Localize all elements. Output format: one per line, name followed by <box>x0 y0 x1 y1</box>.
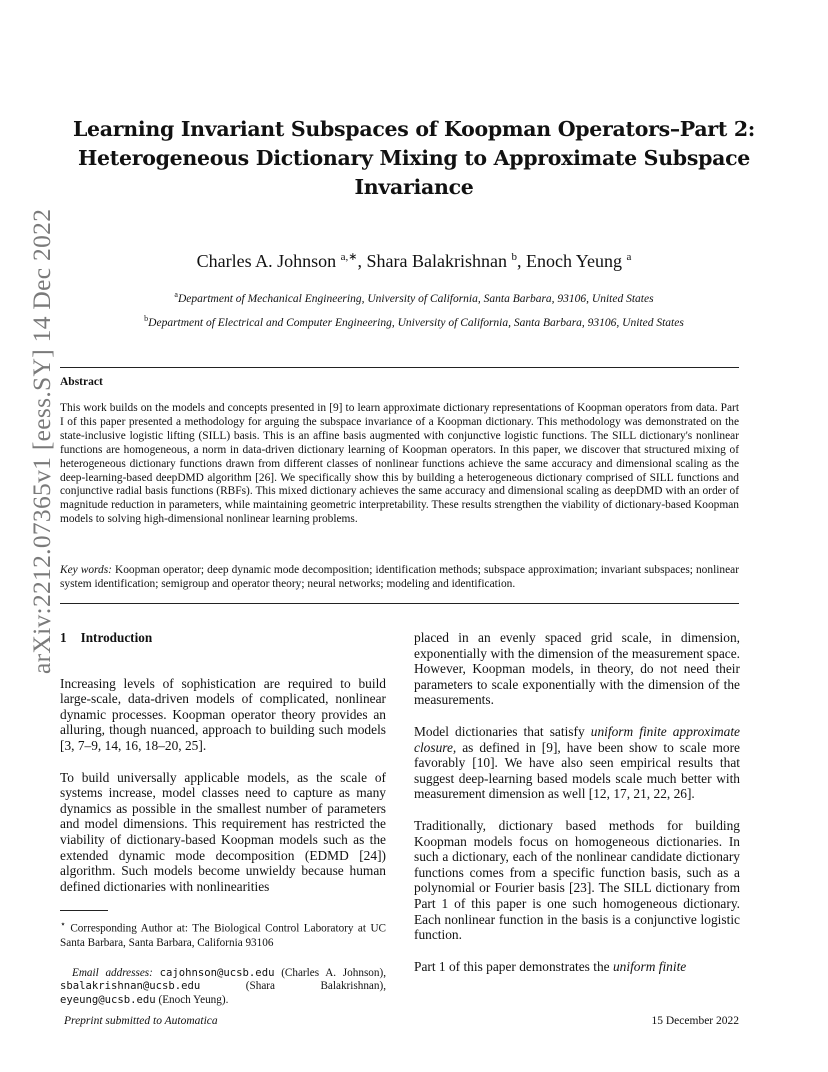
affiliation-mark: a <box>174 290 178 299</box>
title-line-2: Heterogeneous Dictionary Mixing to Approximate Subspace <box>77 146 751 170</box>
email-link[interactable]: eyeung@ucsb.edu <box>60 994 156 1007</box>
divider <box>60 603 739 604</box>
section-title: Introduction <box>80 630 153 645</box>
emphasis: uniform finite <box>612 958 687 974</box>
author-mark: a,∗ <box>340 251 358 263</box>
keywords-label: Key words: <box>60 564 112 576</box>
text-run: Model dictionaries that satisfy <box>414 723 585 739</box>
section-heading <box>60 630 386 646</box>
footnote-mark: ⋆ <box>60 920 66 931</box>
author-list: Charles A. Johnson $^{a,∗}$, Shara Balakrishnan $^b$, Enoch Yeung $^a$ <box>196 251 632 271</box>
text-run: as defined in [9], have been show to scale more favorably [10]. We have also seen empirical results that suggest deep-learning based models scale much better with measurement dimension as well [12, 17, 21, 22, 26]. <box>414 739 740 802</box>
author-name: Enoch Yeung <box>525 251 622 271</box>
title-line-1: Learning Invariant Subspaces of Koopman Operators–Part 2: <box>72 117 756 141</box>
paragraph: Increasing levels of sophistication are required to build large-scale, data-driven models of complicated, nonlinear dynamic processes. Koopman operator theory provides an alluring, though nuanced, approach to building such models [3, 7–9, 14, 16, 18–20, 25]. <box>60 675 386 753</box>
left-column <box>60 630 386 1024</box>
paragraph: To build universally applicable models, as the scale of systems increase, model classes need to capture as many dynamics as possible in the smallest number of parameters and model dimensions. This requirement has restricted the viability of dictionary-based Koopman models such as the extended dynamic mode decomposition (EDMD [24]) algorithm. Such models become unwieldy because human defined dictionaries with nonlinearities <box>60 769 386 894</box>
email-footnote <box>60 967 386 1008</box>
author-name: Charles A. Johnson <box>196 251 337 271</box>
email-owner: (Shara Balakrishnan), <box>245 980 387 993</box>
affiliation-mark: b <box>144 314 149 323</box>
email-link[interactable]: sbalakrishnan@ucsb.edu <box>60 980 201 993</box>
text-run: Part 1 of this paper demonstrates the <box>414 958 610 974</box>
footnote-text: Corresponding Author at: The Biological Control Laboratory at UC Santa Barbara, Santa Barbara, California 93106 <box>60 923 387 949</box>
keywords-text: Koopman operator; deep dynamic mode decomposition; identification methods; subspace approximation; invariant subspaces; nonlinear system identification; semigroup and operator theory; neural networks; modeling and identification. <box>60 564 739 590</box>
footer-preprint: Preprint submitted to Automatica <box>64 1015 218 1027</box>
paragraph <box>414 724 740 802</box>
title-line-3: Invariance <box>354 175 474 199</box>
author-name: Shara Balakrishnan <box>366 251 507 271</box>
footnote-divider <box>60 910 108 911</box>
footer-date: 15 December 2022 <box>651 1015 739 1027</box>
divider <box>60 367 739 368</box>
section-number: 1 <box>60 630 67 645</box>
arxiv-identifier: arXiv:2212.07365v1 [eess.SY] 14 Dec 2022 <box>27 208 56 674</box>
paper-title <box>56 115 772 202</box>
paragraph: Traditionally, dictionary based methods for building Koopman models focus on homogeneous dictionaries. In such a dictionary, each of the nonlinear candidate dictionary functions comes from a specific function basis, such as a polynomial or Fourier basis [23]. The SILL dictionary from Part 1 of this paper is one such homogeneous dictionary. Each nonlinear function in the basis is a conjunctive logistic function. <box>414 817 740 943</box>
affiliation-text: Department of Electrical and Computer Engineering, University of California, Santa Barbara, 93106, United States <box>148 316 684 329</box>
abstract-heading: Abstract <box>60 376 103 388</box>
email-link[interactable]: cajohnson@ucsb.edu <box>159 966 275 979</box>
footnote <box>60 919 386 950</box>
email-owner: (Enoch Yeung). <box>158 994 229 1007</box>
author-mark: a <box>626 251 632 263</box>
right-column <box>414 630 740 990</box>
abstract-text: This work builds on the models and concepts presented in [9] to learn approximate dictionary representations of Koopman operators from data. Part I of this paper presented a methodology for arguing the subspace invariance of a Koopman dictionary. This methodology was demonstrated on the state-inclusive logistic lifting (SILL) basis. This is an affine basis augmented with conjunctive logistic functions. The SILL dictionary's nonlinear functions are homogeneous, a norm in data-driven dictionary learning of Koopman operators. In this paper, we discover that structured mixing of heterogeneous dictionary functions drawn from different classes of nonlinear functions achieve the same accuracy and dimensional scaling as the deep-learning-based deepDMD algorithm [26]. We specifically show this by building a heterogeneous dictionary comprised of SILL functions and conjunctive radial basis functions (RBFs). This mixed dictionary achieves the same accuracy and dimensional scaling as deepDMD with an order of magnitude reduction in parameters, while maintaining geometric interpretability. These results strengthen the viability of dictionary-based Koopman models to solving high-dimensional nonlinear learning problems. <box>60 402 739 526</box>
affiliation-a <box>60 290 768 305</box>
keywords <box>60 563 739 591</box>
paragraph <box>414 959 740 975</box>
email-label: Email addresses: <box>72 966 153 979</box>
affiliation-text: Department of Mechanical Engineering, University of California, Santa Barbara, 93106, United States <box>177 292 654 305</box>
paragraph: placed in an evenly spaced grid scale, in dimension, exponentially with the dimension of the measurement space. However, Koopman models, in theory, do not need their parameters to scale exponentially with the dimension of the measurements. <box>414 630 740 708</box>
emphasis: uniform finite approximate closure, <box>414 723 740 755</box>
author-mark: b <box>511 251 517 263</box>
affiliation-b <box>60 314 768 329</box>
email-owner: (Charles A. Johnson), <box>281 966 387 979</box>
